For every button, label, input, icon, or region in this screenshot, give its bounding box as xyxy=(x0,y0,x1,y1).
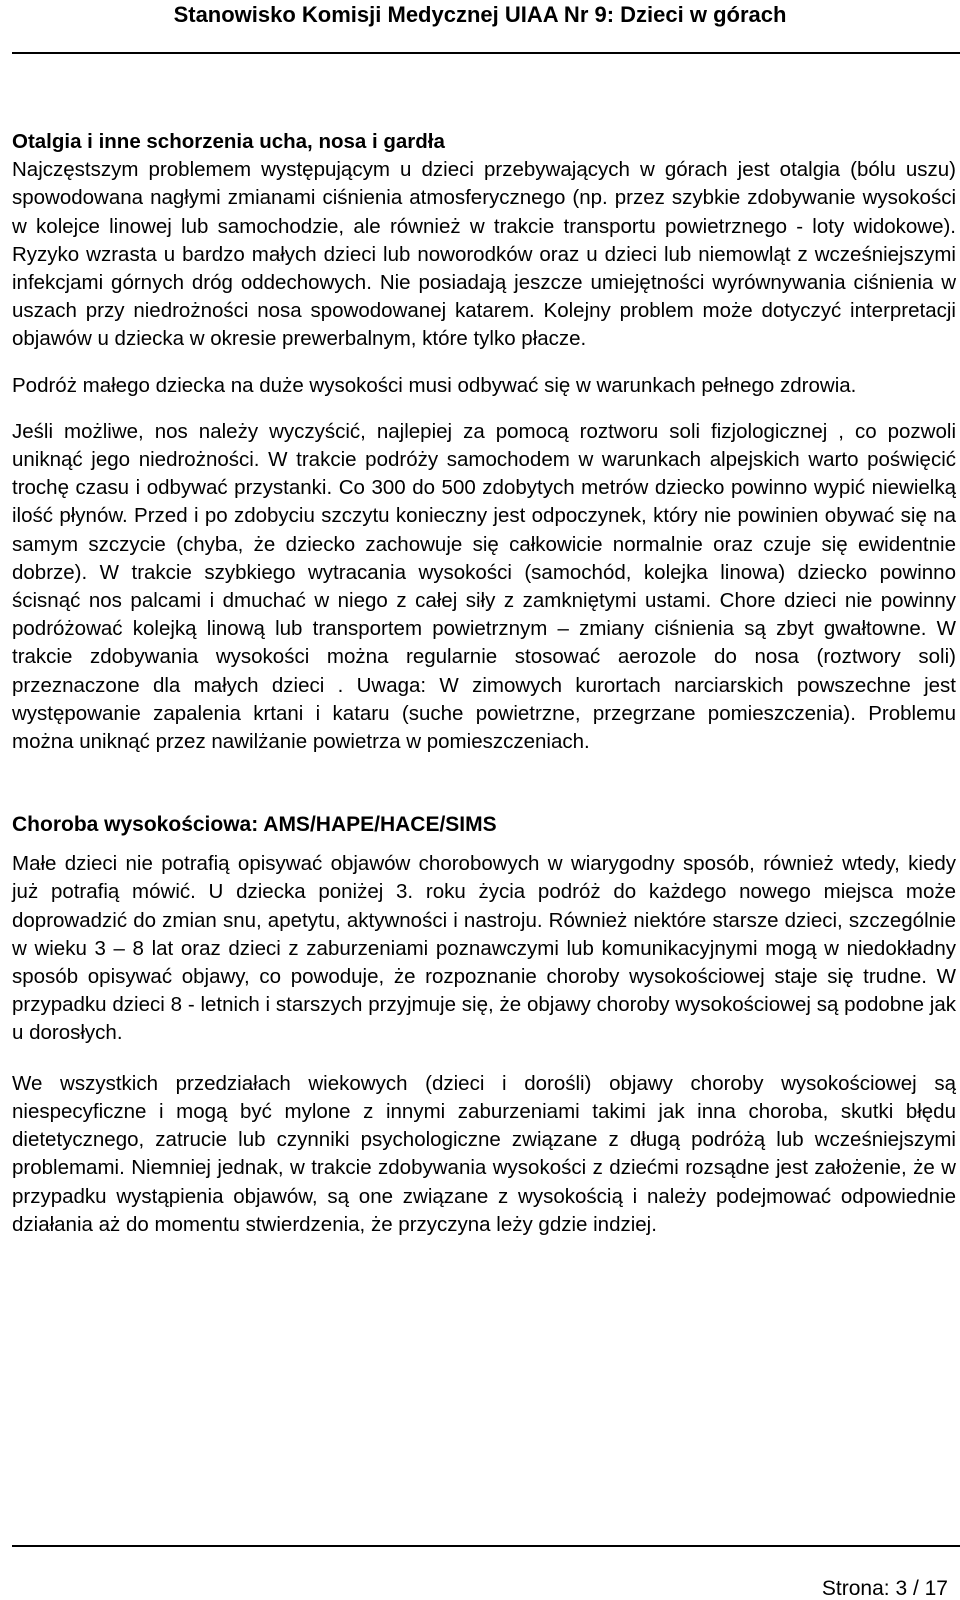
footer-rule xyxy=(12,1545,960,1547)
paragraph-nose-care: Jeśli możliwe, nos należy wyczyścić, najlepiej za pomocą roztworu soli fizjologicznej , co pozwoli uniknąć jego niedrożności. W trakcie podróży samochodem w warunkach alpejskich warto poświęcić trochę czasu i odbywać przystanki. Co 300 do 500 zdobytych metrów dziecko powinno wypić niewielką ilość płynów. Przed i po zdobyciu szczytu konieczny jest odpoczynek, który nie powinien obywać się na samym szczycie (chyba, że dziecko zachowuje się całkowicie normalnie oraz czuje się ewidentnie dobrze). W trakcie szybkiego wytracania wysokości (samochód, kolejka linowa) dziecko powinno ścisnąć nos palcami i dmuchać w niego z całej siły z zamkniętymi ustami. Chore dzieci nie powinny podróżować kolejką linową lub transportem powietrznym – zmiany ciśnienia są zbyt gwałtowne. W trakcie zdobywania wysokości można regularnie stosować aerozole do nosa (roztwory soli) przeznaczone dla małych dzieci . Uwaga: W zimowych kurortach narciarskich powszechne jest występowanie zapalenia krtani i kataru (suche powietrzne, przegrzane pomieszczenia). Problemu można uniknąć przez nawilżanie powietrza w pomieszczeniach. xyxy=(12,419,956,754)
page-number: Strona: 3 / 17 xyxy=(821,1577,948,1600)
page-header xyxy=(0,0,960,56)
section-heading-otalgia: Otalgia i inne schorzenia ucha, nosa i gardła xyxy=(12,130,445,153)
document-body xyxy=(12,128,956,1239)
paragraph-travel-health: Podróż małego dziecka na duże wysokości musi odbywać się w warunkach pełnego zdrowia. xyxy=(12,373,857,397)
paragraph-otalgia-intro: Najczęstszym problemem występującym u dzieci przebywających w górach jest otalgia (bólu uszu) spowodowana nagłymi zmianami ciśnienia atmosferycznego (np. przez szybkie zdobywanie wysokości w kolejce linowej lub samochodzie, ale również w trakcie transportu powietrznego - loty widokowe). Ryzyko wzrasta u bardzo małych dzieci lub noworodków oraz u dzieci lub niemowląt z wcześniejszymi infekcjami górnych dróg oddechowych. Nie posiadają jeszcze umiejętności wyrównywania ciśnienia w uszach przy niedrożności nosa spowodowanej katarem. Kolejny problem może dotyczyć interpretacji objawów u dziecka w okresie prewerbalnym, które tylko płacze. xyxy=(12,158,956,351)
section-heading-altitude-sickness: Choroba wysokościowa: AMS/HAPE/HACE/SIMS xyxy=(12,813,497,837)
paragraph-nonspecific-symptoms: We wszystkich przedziałach wiekowych (dzieci i dorośli) objawy choroby wysokościowej są niespecyficzne i mogą być mylone z innymi zaburzeniami takimi jak inna choroba, skutki błędu dietetycznego, zatrucie lub czynniki psychologiczne związane z długą podróżą lub wcześniejszymi problemami. Niemniej jednak, w trakcie zdobywania wysokości z dziećmi rozsądne jest założenie, że w przypadku wystąpienia objawów, są one związane z wysokością i należy podejmować odpowiednie działania aż do momentu stwierdzenia, że przyczyna leży gdzie indziej. xyxy=(12,1071,956,1236)
paragraph-small-children-symptoms: Małe dzieci nie potrafią opisywać objawów chorobowych w wiarygodny sposób, również wtedy, kiedy już potrafią mówić. U dziecka poniżej 3. roku życia podróż do każdego nowego miejsca może doprowadzić do zmian snu, apetytu, aktywności i nastroju. Również niektóre starsze dzieci, szczególnie w wieku 3 – 8 lat oraz dzieci z zaburzeniami poznawczymi lub komunikacyjnymi mogą w niedokładny sposób opisywać objawy, co powoduje, że rozpoznanie choroby wysokościowej staje się trudne. W przypadku dzieci 8 - letnich i starszych przyjmuje się, że objawy choroby wysokościowej są podobne jak u dorosłych. xyxy=(12,852,956,1045)
header-rule xyxy=(12,52,960,54)
document-title: Stanowisko Komisji Medycznej UIAA Nr 9: Dzieci w górach xyxy=(173,2,787,27)
